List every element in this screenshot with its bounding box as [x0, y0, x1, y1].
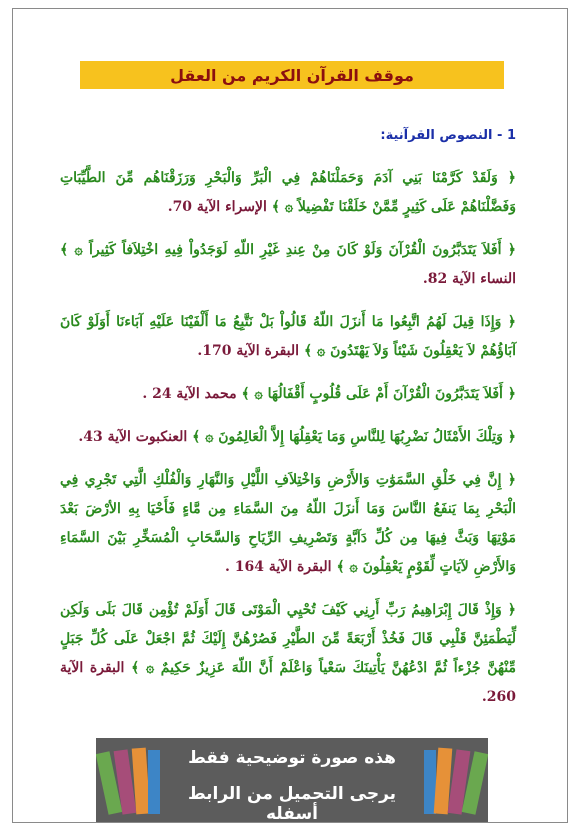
verse-text: ﴿ أَفَلاَ يَتَدَبَّرُونَ الْقُرْآنَ أَمْ عَلَى قُلُوبٍ أَقْفَالُهَا ۞ ﴾: [241, 386, 516, 402]
verse-text: ﴿ أَفَلاَ يَتَدَبَّرُونَ الْقُرْآنَ وَلَوْ كَانَ مِنْ عِندِ غَيْرِ اللّهِ لَوَجَدُواْ فِيهِ اخْتِلاَفاً كَثِيراً ۞ ﴾: [60, 242, 516, 258]
verse-text: ﴿ وَإِذْ قَالَ إِبْرَاهِيمُ رَبِّ أَرِنِي كَيْفَ تُحْيِي الْمَوْتَى قَالَ أَوَلَمْ تُؤْمِن قَالَ بَلَى وَلَكِن لِّيَطْمَئِنَّ قَلْبِي قَالَ فَخُذْ أَرْبَعَةً مِّنَ الطَّيْرِ فَصُرْهُنَّ إِلَيْكَ ثُمَّ اجْعَلْ عَلَى كُلِّ جَبَلٍ مِّنْهُنَّ جُزْءاً ثُمَّ ادْعُهُنَّ يَأْتِينَكَ سَعْياً وَاعْلَمْ أَنَّ اللّهَ عَزِيزٌ حَكِيمٌ ۞ ﴾: [60, 602, 517, 676]
page-title: موقف القرآن الكريم من العقل: [170, 65, 414, 85]
banner-line-1: هذه صورة توضيحية فقط: [188, 748, 396, 768]
verse-reference: البقرة الآية 164 .: [225, 559, 332, 575]
title-band: [80, 61, 504, 89]
verse-text: ﴿ وَإِذَا قِيلَ لَهُمُ اتَّبِعُوا مَا أَنزَلَ اللّهُ قَالُواْ بَلْ نَتَّبِعُ مَا أَلْفَيْنَا عَلَيْهِ آبَاءنَا أَوَلَوْ كَانَ آبَاؤُهُمْ لاَ يَعْقِلُونَ شَيْئاً وَلاَ يَهْتَدُونَ ۞ ﴾: [60, 314, 516, 359]
verse-1: [60, 164, 516, 222]
verse-7: [60, 596, 516, 712]
verse-reference: البقرة الآية 260.: [60, 660, 516, 705]
verse-5: [60, 423, 516, 452]
verse-text: ﴿ وَلَقَدْ كَرَّمْنَا بَنِي آدَمَ وَحَمَلْنَاهُمْ فِي الْبَرِّ وَالْبَحْرِ وَرَزَقْنَاهُم مِّنَ الطَّيِّبَاتِ وَفَضَّلْنَاهُمْ عَلَى كَثِيرٍ مِّمَّنْ خَلَقْنَا تَفْضِيلاً ۞ ﴾: [60, 170, 516, 215]
verse-4: [60, 380, 516, 409]
verse-reference: محمد الآية 24 .: [142, 386, 237, 402]
verse-reference: العنكبوت الآية 43.: [78, 429, 188, 445]
books-icon: [418, 742, 488, 818]
books-icon: [96, 742, 166, 818]
verse-2: [60, 236, 516, 294]
verse-reference: النساء الآية 82.: [422, 271, 516, 287]
banner-line-2: يرجى التحميل من الرابط أسفله: [187, 784, 397, 824]
section-heading: 1 - النصوص القرآنية:: [380, 128, 516, 143]
verse-text: ﴿ وَتِلْكَ الأَمْثَالُ نَضْرِبُهَا لِلنَّاسِ وَمَا يَعْقِلُهَا إِلاَّ الْعَالِمُونَ ۞ ﴾: [192, 429, 516, 445]
verses-list: [60, 150, 516, 721]
verse-3: [60, 308, 516, 366]
verse-reference: الإسراء الآية 70.: [167, 199, 267, 215]
verse-6: [60, 466, 516, 582]
download-banner: [96, 738, 488, 822]
verse-reference: البقرة الآية 170.: [197, 343, 300, 359]
verse-text: ﴿ إِنَّ فِي خَلْقِ السَّمَوَٰتِ وَالأَرْضِ وَاخْتِلاَفِ اللَّيْلِ وَالنَّهَارِ وَالْفُلْكِ الَّتِي تَجْرِي فِي الْبَحْرِ بِمَا يَنفَعُ النَّاسَ وَمَا أَنزَلَ اللّهُ مِنَ السَّمَاءِ مِن مَّاءٍ فَأَحْيَا بِهِ الأرْضَ بَعْدَ مَوْتِهَا وَبَثَّ فِيهَا مِن كُلِّ دَآبَّةٍ وَتَصْرِيفِ الرِّيَاحِ وَالسَّحَابِ الْمُسَخِّرِ بَيْنَ السَّمَاءِ وَالأَرْضِ لآيَاتٍ لِّقَوْمٍ يَعْقِلُونَ ۞ ﴾: [60, 472, 516, 575]
